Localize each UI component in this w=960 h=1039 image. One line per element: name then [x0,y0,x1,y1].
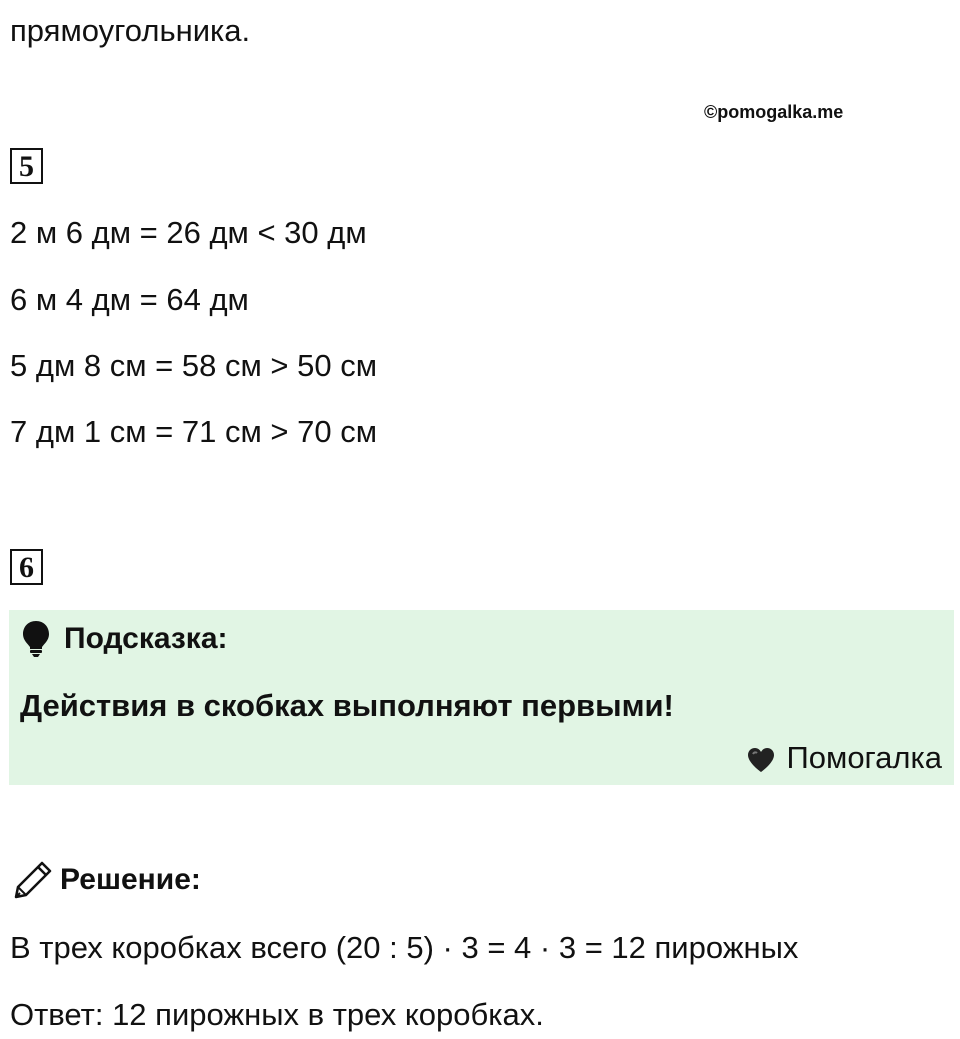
hint-text: Действия в скобках выполняют первыми! [20,688,674,723]
solution-line: В трех коробках всего (20 : 5) · 3 = 4 · 3 = 12 пирожных [10,930,799,965]
task-number-5: 5 [10,148,43,184]
task-number-6: 6 [10,549,43,585]
answer-line: Ответ: 12 пирожных в трех коробках. [10,997,544,1032]
watermark: ©pomogalka.me [704,102,844,122]
solution-title [12,858,201,902]
equation-line-3: 5 дм 8 см = 58 см > 50 см [10,348,378,383]
hint-title-label: Подсказка: [64,622,228,655]
heart-icon [746,745,776,771]
equation-line-1: 2 м 6 дм = 26 дм < 30 дм [10,215,367,250]
solution-title-label: Решение: [60,863,201,896]
equation-line-4: 7 дм 1 см = 71 см > 70 см [10,414,378,449]
equation-line-2: 6 м 4 дм = 64 дм [10,282,249,317]
lightbulb-icon [22,620,50,658]
hint-title [22,620,228,658]
pencil-icon [12,859,54,901]
signature-label: Помогалка [786,740,942,775]
top-text: прямоугольника. [10,13,251,48]
hint-signature [746,738,942,778]
